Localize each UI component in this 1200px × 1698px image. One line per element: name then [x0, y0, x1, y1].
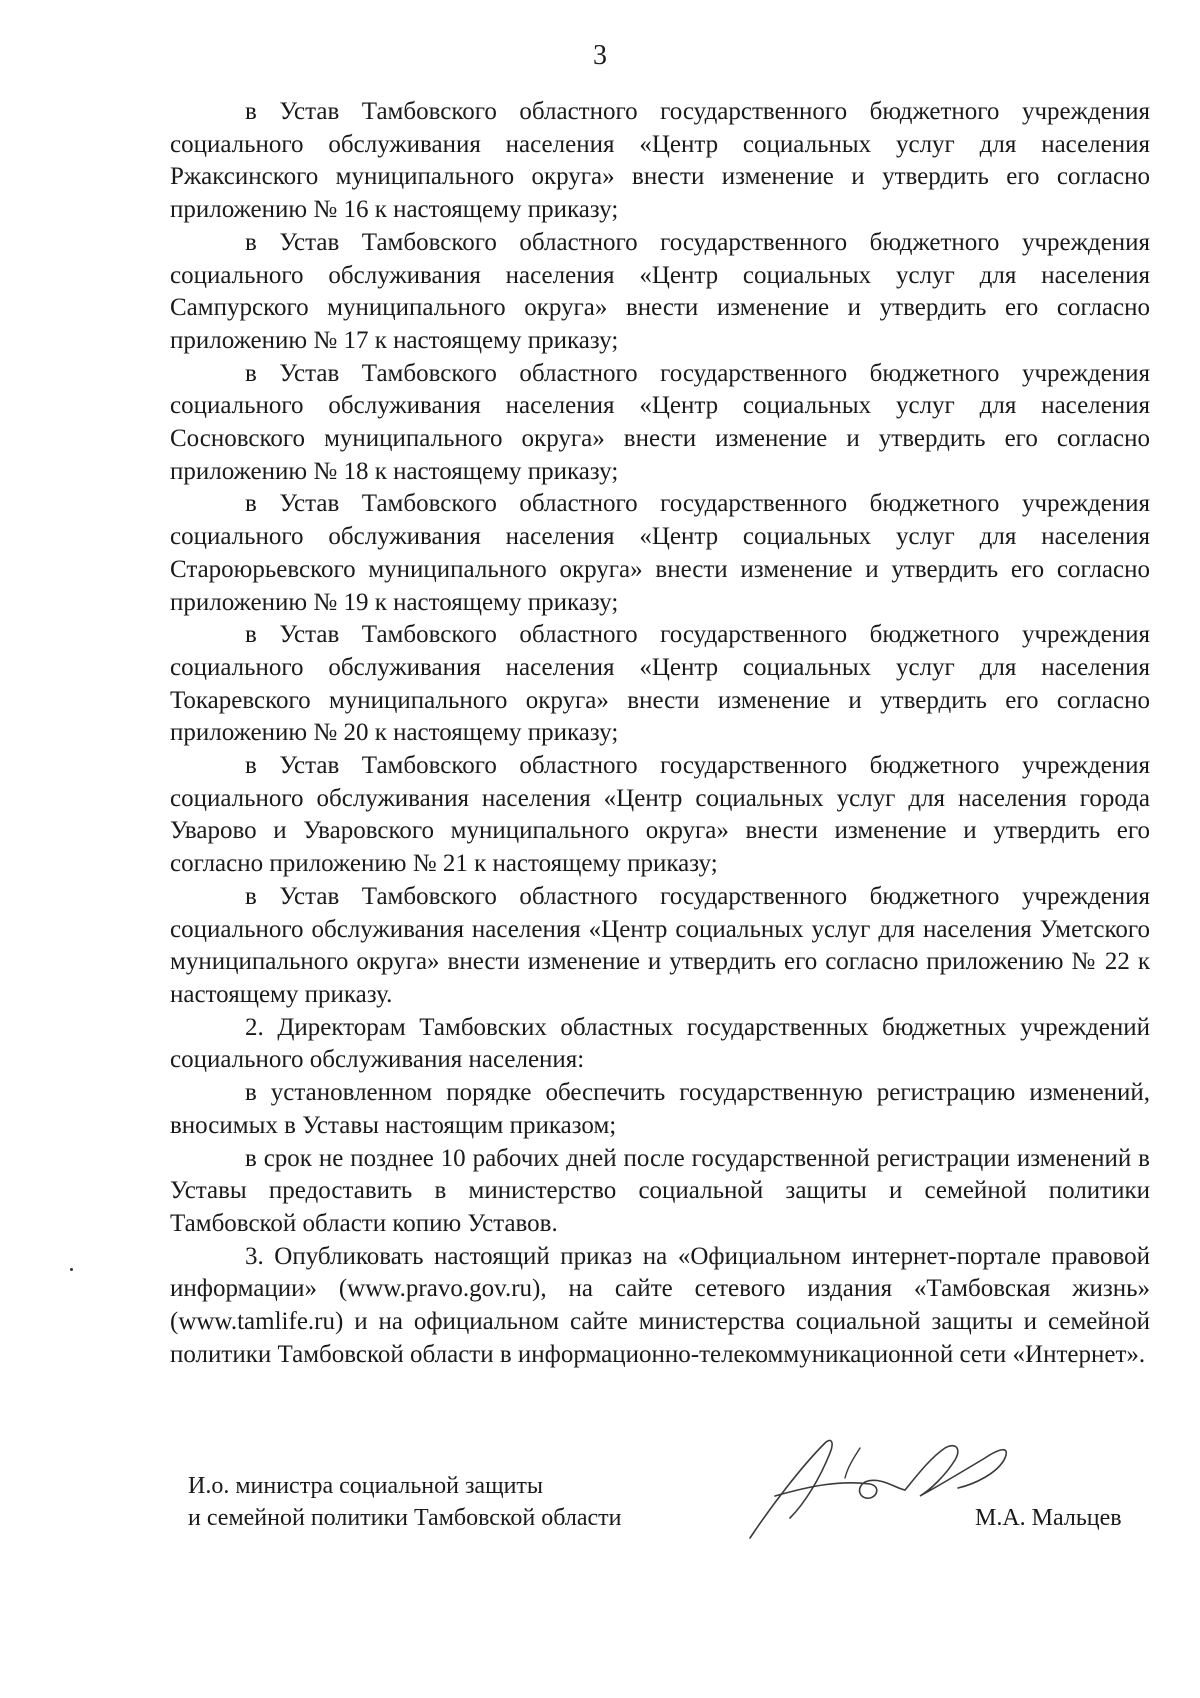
document-body — [170, 96, 1150, 1371]
paragraph-charter-18: в Устав Тамбовского областного государственного бюджетного учреждения социального обслуживания населения «Центр социальных услуг для населения Сосновского муниципального округа» внести изменение и утвердить его согласно приложению № 18 к настоящему приказу; — [170, 359, 1150, 485]
paragraph-charter-19: в Устав Тамбовского областного государственного бюджетного учреждения социального обслуживания населения «Центр социальных услуг для населения Староюрьевского муниципального округа» внести изменение и утвердить его согласно приложению № 19 к настоящему приказу; — [170, 490, 1150, 616]
paragraph-charter-16: в Устав Тамбовского областного государственного бюджетного учреждения социального обслуживания населения «Центр социальных услуг для населения Ржаксинского муниципального округа» внести изменение и утвердить его согласно приложению № 16 к настоящему приказу; — [170, 98, 1150, 224]
paragraph-item-2-deadline: в срок не позднее 10 рабочих дней после государственной регистрации изменений в Уставы предоставить в министерство социальной защиты и семейной политики Тамбовской области копию Уставов. — [170, 1144, 1150, 1237]
paragraph-item-2: 2. Директорам Тамбовских областных государственных бюджетных учреждений социального обслуживания населения: — [170, 1013, 1150, 1074]
paragraph-charter-20: в Устав Тамбовского областного государственного бюджетного учреждения социального обслуживания населения «Центр социальных услуг для населения Токаревского муниципального округа» внести изменение и утвердить его согласно приложению № 20 к настоящему приказу; — [170, 621, 1150, 747]
page-number: 3 — [593, 40, 607, 71]
paragraph-charter-22: в Устав Тамбовского областного государственного бюджетного учреждения социального обслуживания населения «Центр социальных услуг для населения Уметского муниципального округа» внести изменение и утвердить его согласно приложению № 22 к настоящему приказу. — [170, 882, 1150, 1008]
signatory-name: М.А. Мальцев — [975, 1505, 1122, 1531]
paragraph-item-3: 3. Опубликовать настоящий приказ на «Официальном интернет-портале правовой информации» (www.pravo.gov.ru), на сайте сетевого издания «Тамбовская жизнь» (www.tamlife.ru) и на официальном сайте министерства социальной защиты и семейной политики Тамбовской области в информационно-телекоммуникационной сети «Интернет». — [170, 1242, 1150, 1368]
paragraph-item-2-registration: в установленном порядке обеспечить государственную регистрацию изменений, вносимых в Уставы настоящим приказом; — [170, 1079, 1150, 1139]
paragraph-charter-21: в Устав Тамбовского областного государственного бюджетного учреждения социального обслуживания населения «Центр социальных услуг для населения города Уварово и Уваровского муниципального округа» внести изменение и утвердить его согласно приложению № 21 к настоящему приказу; — [170, 752, 1150, 878]
signatory-position — [188, 1470, 621, 1534]
paragraph-charter-17: в Устав Тамбовского областного государственного бюджетного учреждения социального обслуживания населения «Центр социальных услуг для населения Сампурского муниципального округа» внести изменение и утвердить его согласно приложению № 17 к настоящему приказу; — [170, 228, 1150, 354]
signatory-position-line1: И.о. министра социальной защиты — [188, 1473, 544, 1499]
signatory-position-line2: и семейной политики Тамбовской области — [188, 1505, 622, 1531]
scan-speck — [70, 1268, 73, 1271]
